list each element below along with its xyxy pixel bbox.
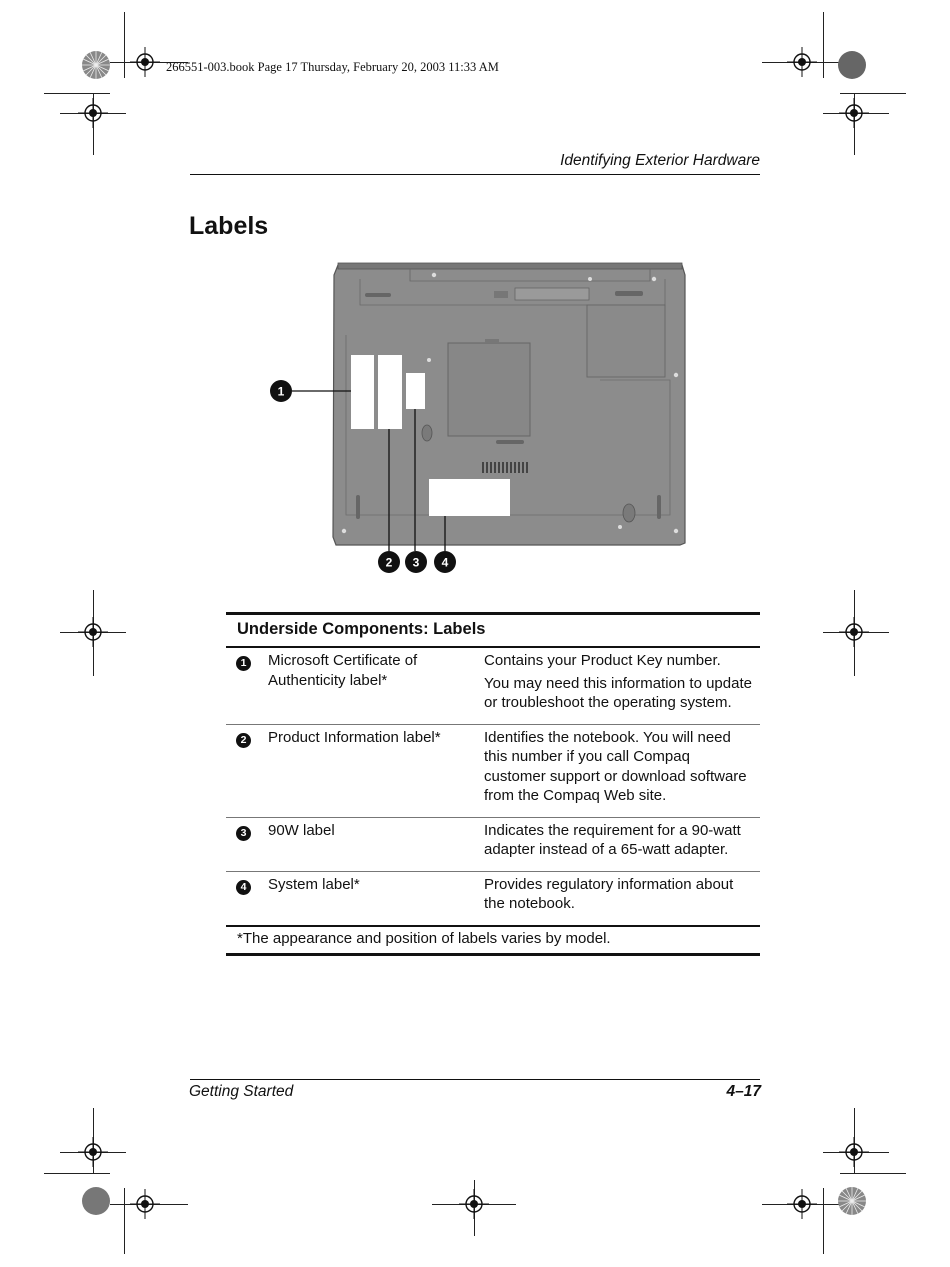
component-name: 90W label bbox=[268, 821, 335, 839]
crop-line bbox=[823, 12, 824, 78]
row-number-badge: 3 bbox=[236, 826, 251, 841]
hinge-strip bbox=[338, 263, 682, 269]
footer-rule bbox=[190, 1079, 760, 1080]
crop-line bbox=[44, 93, 110, 94]
star-target-icon bbox=[837, 1186, 867, 1216]
running-head: Identifying Exterior Hardware bbox=[560, 152, 760, 169]
registration-mark-icon bbox=[459, 1189, 489, 1219]
memory-door bbox=[448, 343, 530, 436]
row-number-badge: 4 bbox=[236, 880, 251, 895]
crop-line bbox=[840, 1173, 906, 1174]
color-target-icon bbox=[81, 1186, 111, 1216]
crop-line bbox=[823, 1188, 824, 1254]
product-info-label bbox=[378, 355, 402, 429]
star-target-icon bbox=[81, 50, 111, 80]
footer-book-title: Getting Started bbox=[189, 1083, 294, 1100]
section-title: Labels bbox=[189, 212, 269, 240]
coa-label bbox=[351, 355, 374, 429]
row-number-badge: 1 bbox=[236, 656, 251, 671]
callout-1-number: 1 bbox=[277, 384, 285, 399]
description-paragraph: Identifies the notebook. You will need this number if you call Compaq customer support or download software from the Compaq Web site. bbox=[484, 728, 747, 804]
description-paragraph: Indicates the requirement for a 90-watt adapter instead of a 65-watt adapter. bbox=[484, 821, 741, 858]
description-paragraph: You may need this information to update or troubleshoot the operating system. bbox=[484, 674, 752, 711]
description-paragraph: Contains your Product Key number. bbox=[484, 652, 721, 669]
crop-line bbox=[44, 1173, 110, 1174]
registration-mark-icon bbox=[787, 47, 817, 77]
callout-4-number: 4 bbox=[441, 555, 449, 570]
table-title: Underside Components: Labels bbox=[237, 620, 486, 638]
90w-label bbox=[406, 373, 425, 409]
registration-mark-icon bbox=[78, 1137, 108, 1167]
table-footnote: *The appearance and position of labels varies by model. bbox=[237, 929, 611, 947]
row-number-badge: 2 bbox=[236, 733, 251, 748]
header-rule bbox=[190, 174, 760, 175]
system-label bbox=[429, 479, 510, 516]
description-paragraph: Provides regulatory information about the notebook. bbox=[484, 875, 734, 912]
component-description bbox=[484, 875, 760, 917]
callout-3-number: 3 bbox=[412, 555, 420, 570]
component-name: Microsoft Certificate of Authenticity label* bbox=[268, 652, 418, 689]
component-description bbox=[484, 821, 760, 863]
registration-mark-icon bbox=[839, 1137, 869, 1167]
upper-right-door bbox=[587, 305, 665, 377]
registration-mark-icon bbox=[78, 98, 108, 128]
crop-line bbox=[124, 12, 125, 78]
table-row bbox=[226, 818, 760, 872]
component-name: System label* bbox=[268, 875, 360, 893]
registration-mark-icon bbox=[787, 1189, 817, 1219]
registration-mark-icon bbox=[130, 1189, 160, 1219]
component-description bbox=[484, 728, 760, 809]
notebook-underside-figure bbox=[260, 255, 700, 585]
crop-line bbox=[840, 93, 906, 94]
components-table bbox=[226, 612, 760, 956]
crop-line bbox=[124, 1188, 125, 1254]
table-row bbox=[226, 725, 760, 818]
registration-mark-icon bbox=[130, 47, 160, 77]
table-row bbox=[226, 648, 760, 725]
page-number: 4–17 bbox=[726, 1083, 761, 1100]
table-bottom-rule bbox=[226, 953, 760, 956]
registration-mark-icon bbox=[78, 617, 108, 647]
component-name: Product Information label* bbox=[268, 728, 441, 746]
registration-mark-icon bbox=[839, 617, 869, 647]
book-slug: 266551-003.book Page 17 Thursday, February 20, 2003 11:33 AM bbox=[166, 60, 499, 74]
table-row bbox=[226, 872, 760, 925]
registration-mark-icon bbox=[839, 98, 869, 128]
callout-2-number: 2 bbox=[385, 555, 393, 570]
component-description bbox=[484, 651, 760, 716]
color-target-icon bbox=[837, 50, 867, 80]
